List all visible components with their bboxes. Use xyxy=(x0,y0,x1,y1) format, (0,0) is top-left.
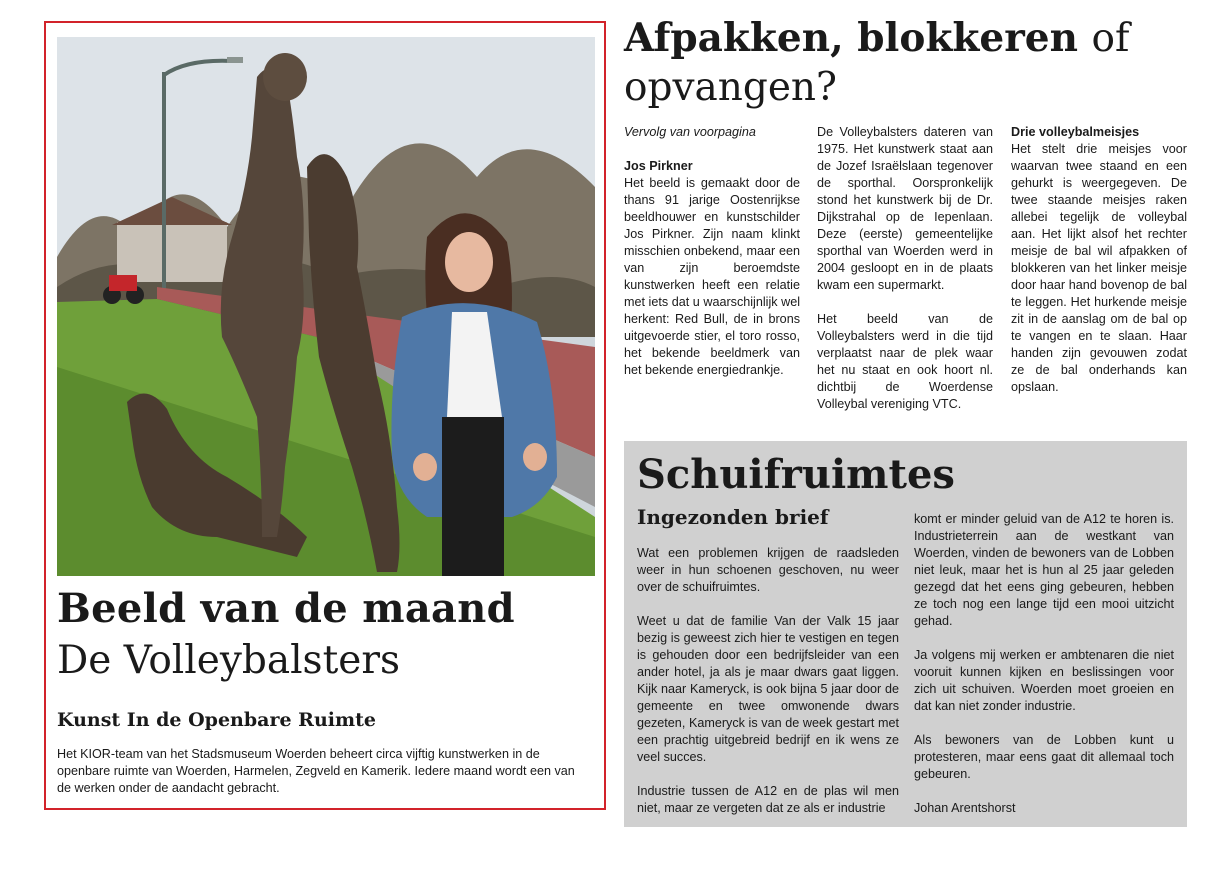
headline-light-part-2: opvangen? xyxy=(624,65,837,110)
letter-subtitle: Ingezonden brief xyxy=(637,505,829,529)
column-paragraph: Het beeld is gemaakt door de thans 91 jarige Oostenrijkse beeldhouwer en kunstschilder Jos Pirkner. Zijn naam klinkt misschien onbekend, maar een van zijn beroemdste kunstwerken heeft een relatie met iets dat u waarschijnlijk wel herkent: Red Bull, de in brons uitgevoerde stier, el toro rosso, het bekende beeldmerk van het bekende energiedrankje. xyxy=(624,176,800,377)
letter-box xyxy=(624,441,1187,827)
letter-column-1 xyxy=(637,545,899,817)
column-paragraph: De Volleybalsters dateren van 1975. Het kunstwerk staat aan de Jozef Israëlslaan tegenover de sporthal. Oorspronkelijk stond het kunstwerk bij de Dr. Dijkstrahal op de Iepenlaan. Deze (eerste) gemeentelijke sporthal van Woerden werd in 2004 gesloopt en in de plaats kwam een supermarkt. xyxy=(817,125,993,292)
article-subtitle: De Volleybalsters xyxy=(57,638,400,683)
letter-paragraph: komt er minder geluid van de A12 te horen is. Industrieterrein aan de westkant van Woerden, vinden de bewoners van de Lobben niet leuk, maar het is hun al 25 jaar geleden gezegd dat het eens ging gebeuren, hebben ze toch nog een lange tijd een mooi uitzicht gehad. xyxy=(914,512,1174,628)
letter-paragraph: Weet u dat de familie Van der Valk 15 jaar bezig is geweest zich hier te vestigen en tegen is gehouden door een bedrijfsleider van een ander hotel, ja als je maar dwars gaat liggen. Kijk naar Kameryck, is ook bijna 5 jaar door de gemeente en twee omwonende dwars gezeten, Kameryck is van de week gestart met een prachtig uitgebreid bedrijf en ik wens ze veel succes. xyxy=(637,614,899,764)
letter-signature: Johan Arentshorst xyxy=(914,801,1016,815)
column-paragraph: Het stelt drie meisjes voor waarvan twee staand en een gehurkt is weergegeven. De twee staande meisjes raken allebei tegelijk de volleybal aan. Het lijkt alsof het rechter meisje de bal wil afpakken of blokkeren van het linker meisje door haar hand bovenop de bal te leggen. Het hurkende meisje zit in de aanslag om de bal op te vangen en te slaan. Haar handen zijn gevouwen zodat ze de bal onderhands kan opslaan. xyxy=(1011,142,1187,394)
column-subheading: Drie volleybalmeisjes xyxy=(1011,125,1140,139)
featured-article-box xyxy=(44,21,606,810)
article-column-3 xyxy=(1011,124,1187,396)
letter-paragraph: Als bewoners van de Lobben kunt u protesteren, maar eens gaat dit allemaal toch gebeuren. xyxy=(914,733,1174,781)
statue-photo-illustration xyxy=(57,37,595,576)
article-body: Het KIOR-team van het Stadsmuseum Woerden beheert circa vijftig kunstwerken in de openbare ruimte van Woerden, Harmelen, Zegveld en Kamerik. Iedere maand wordt een van de werken onder de aandacht gebracht. xyxy=(57,747,575,795)
continuation-note: Vervolg van voorpagina xyxy=(624,125,756,139)
letter-paragraph: Industrie tussen de A12 en de plas wil men niet, maar ze vergeten dat ze als er industrie xyxy=(637,784,899,815)
column-subheading: Jos Pirkner xyxy=(624,159,693,173)
letter-column-2 xyxy=(914,511,1174,817)
letter-title: Schuifruimtes xyxy=(637,451,955,498)
column-paragraph: Het beeld van de Volleybalsters werd in die tijd verplaatst naar de plek waar het nu staat en ook hoort nl. dichtbij de Woerdense Volleybal vereniging VTC. xyxy=(817,312,993,411)
letter-paragraph: Wat een problemen krijgen de raadsleden weer in hun schoenen geschoven, nu weer over de schuifruimtes. xyxy=(637,546,899,594)
headline-light-part-1: of xyxy=(1091,16,1130,61)
headline-bold-part: Afpakken, blokkeren xyxy=(624,15,1078,61)
article-column-2 xyxy=(817,124,993,413)
article-headline xyxy=(624,14,1214,112)
statue-photo xyxy=(57,37,595,576)
letter-paragraph: Ja volgens mij werken er ambtenaren die niet vooruit kunnen kijken en beslissingen voor zich uit schuiven. Woerden moet groeien en dat kan niet zonder industrie. xyxy=(914,648,1174,713)
article-title: Beeld van de maand xyxy=(57,585,515,632)
article-column-1 xyxy=(624,124,800,379)
section-heading: Kunst In de Openbare Ruimte xyxy=(57,709,376,731)
